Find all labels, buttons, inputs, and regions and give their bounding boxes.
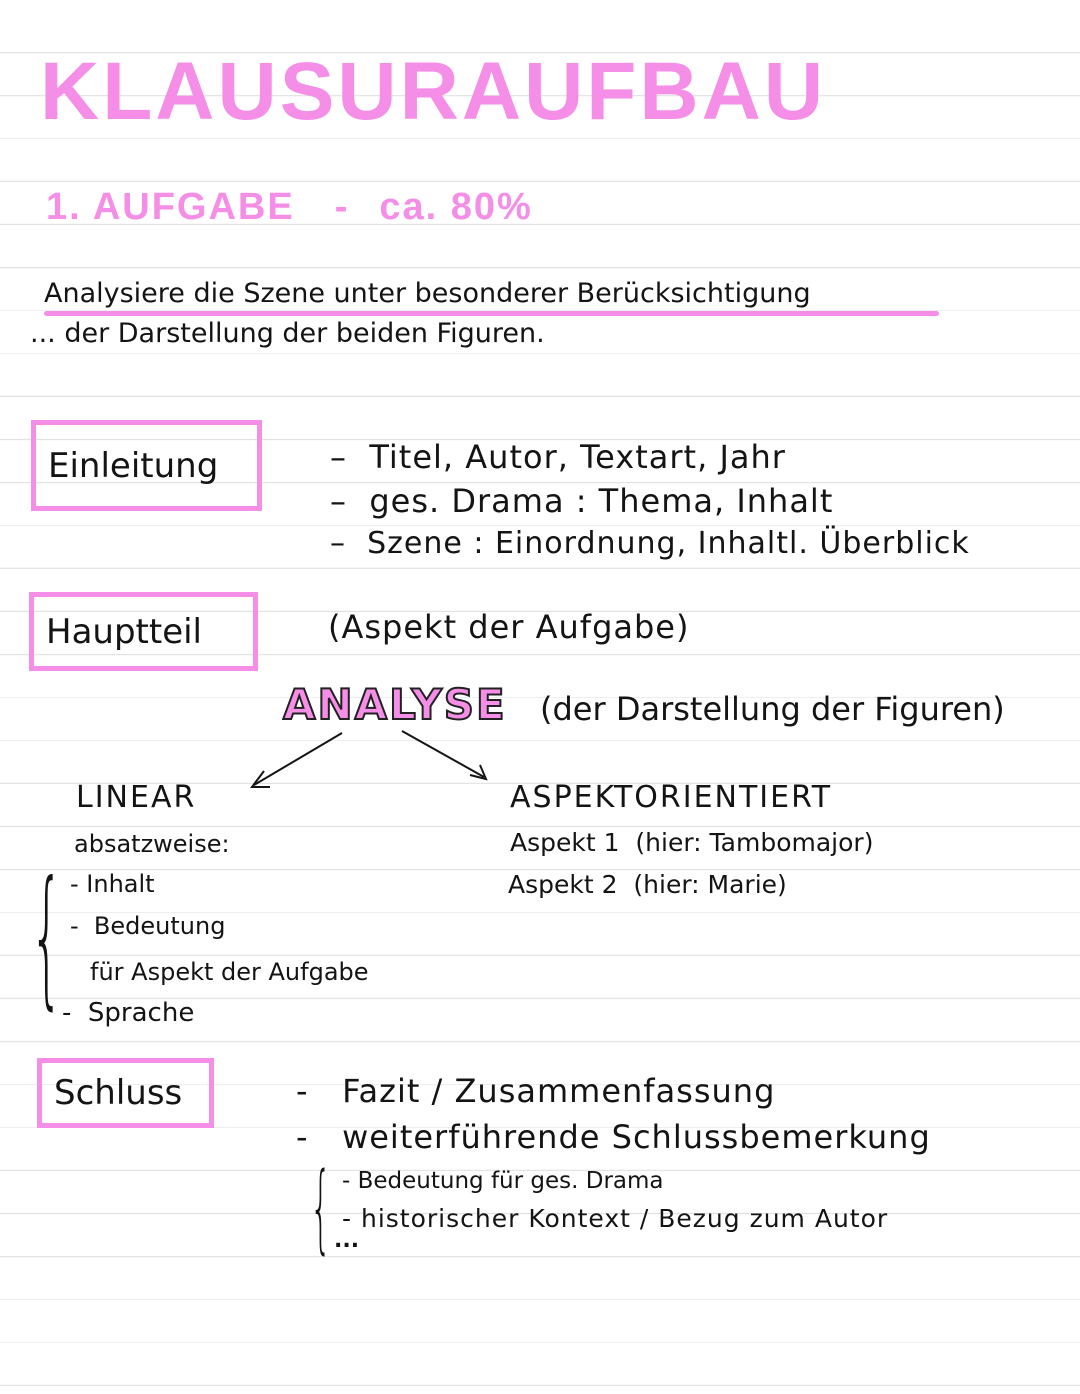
prompt-underline	[44, 311, 939, 316]
schluss-subitem: ...	[334, 1228, 360, 1253]
einleitung-item: – Szene : Einordnung, Inhaltl. Überblick	[330, 526, 970, 561]
task-share: ca. 80%	[379, 186, 533, 228]
schluss-box	[37, 1058, 214, 1128]
schluss-item: - weiterführende Schlussbemerkung	[296, 1118, 931, 1156]
linear-item: für Aspekt der Aufgabe	[90, 958, 369, 986]
linear-item: - Inhalt	[70, 870, 155, 898]
linear-item: - Sprache	[62, 998, 195, 1028]
schluss-item: - Fazit / Zusammenfassung	[296, 1072, 776, 1110]
schluss-subitem: - historischer Kontext / Bezug zum Autor	[342, 1204, 889, 1233]
page-title: KLAUSURAUFBAU	[40, 46, 827, 137]
linear-brace: {	[30, 850, 64, 1024]
task-prompt-line1: Analysiere die Szene unter besonderer Berücksichtigung	[44, 278, 811, 309]
task-heading	[46, 186, 533, 229]
schluss-subitem: - Bedeutung für ges. Drama	[342, 1168, 664, 1194]
task-prompt-line2: ... der Darstellung der beiden Figuren.	[30, 318, 545, 349]
linear-heading: LINEAR	[76, 780, 197, 815]
einleitung-label: Einleitung	[48, 445, 219, 486]
hauptteil-label: Hauptteil	[46, 611, 203, 652]
linear-item: - Bedeutung	[70, 912, 226, 940]
aspekt-item: Aspekt 2 (hier: Marie)	[508, 870, 787, 899]
analyse-note: (der Darstellung der Figuren)	[540, 690, 1005, 728]
schluss-label: Schluss	[54, 1073, 183, 1113]
einleitung-box	[31, 420, 262, 511]
linear-subheading: absatzweise:	[74, 830, 230, 858]
aspekt-item: Aspekt 1 (hier: Tambomajor)	[510, 828, 874, 857]
task-separator: -	[334, 186, 350, 228]
schluss-brace: {	[310, 1152, 332, 1264]
analyse-label: ANALYSE	[283, 680, 507, 729]
branch-arrows-icon	[240, 725, 500, 800]
einleitung-item: – Titel, Autor, Textart, Jahr	[330, 438, 786, 476]
hauptteil-box	[29, 592, 258, 671]
aspect-note: (Aspekt der Aufgabe)	[328, 608, 690, 646]
aspektorientiert-heading: ASPEKTORIENTIERT	[510, 780, 833, 815]
task-number: 1. AUFGABE	[46, 186, 295, 228]
einleitung-item: – ges. Drama : Thema, Inhalt	[330, 482, 834, 520]
